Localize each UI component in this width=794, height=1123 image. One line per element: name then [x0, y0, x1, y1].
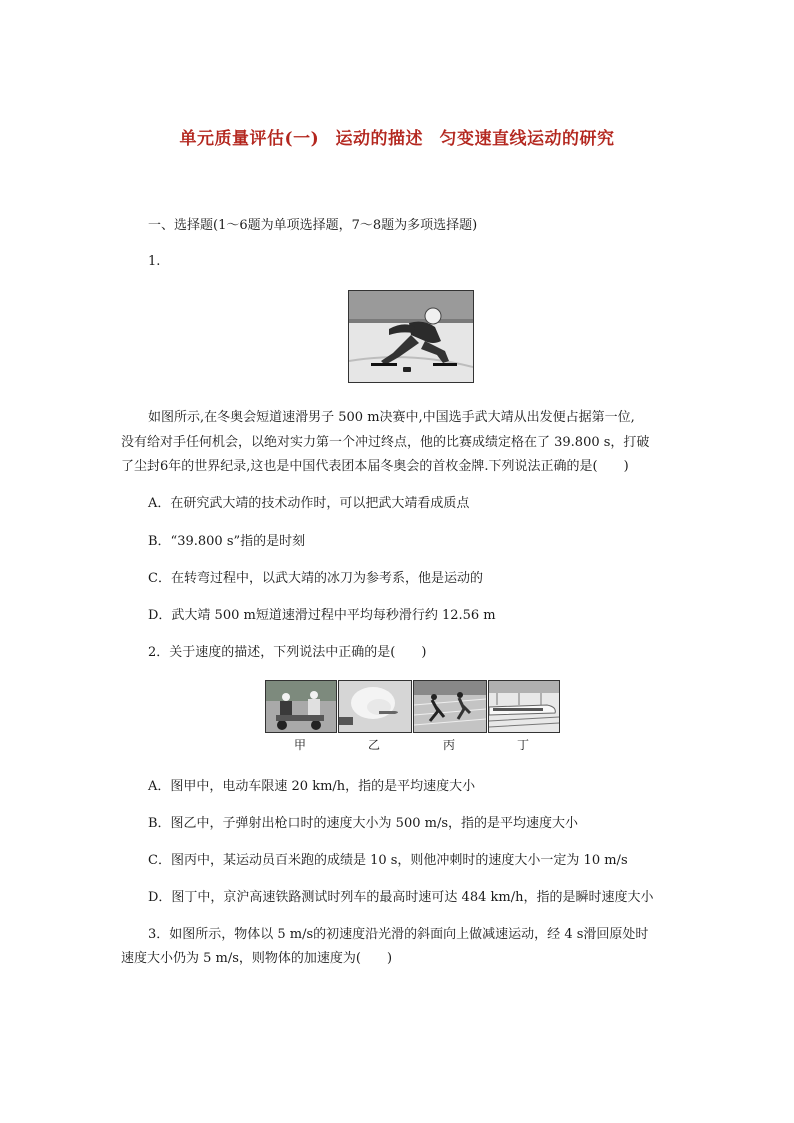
question-1-number: 1. — [148, 254, 161, 269]
question-3-stem-line-1: 3．如图所示，物体以 5 m/s的初速度沿光滑的斜面向上做减速运动，经 4 s滑回原处时 — [148, 927, 649, 942]
question-1-option-d: D．武大靖 500 m短道速滑过程中平均每秒滑行约 12.56 m — [148, 608, 496, 623]
section-heading: 一、选择题(1～6题为单项选择题，7～8题为多项选择题) — [148, 218, 478, 233]
caption-ding: 丁 — [516, 738, 529, 752]
caption-yi: 乙 — [367, 738, 380, 752]
question-2-option-a: A．图甲中，电动车限速 20 km/h，指的是平均速度大小 — [148, 779, 476, 794]
question-2-option-d: D．图丁中，京沪高速铁路测试时列车的最高时速可达 484 km/h，指的是瞬时速度大小 — [148, 890, 654, 905]
speed-skater-photo — [348, 290, 474, 383]
question-1-option-c: C．在转弯过程中，以武大靖的冰刀为参考系，他是运动的 — [148, 571, 483, 586]
page-title: 单元质量评估(一) 运动的描述 匀变速直线运动的研究 — [179, 129, 615, 149]
caption-jia: 甲 — [293, 738, 306, 752]
question-3-stem-line-2: 速度大小仍为 5 m/s，则物体的加速度为( ) — [121, 951, 393, 966]
question-1-stem-line-2: 没有给对手任何机会，以绝对实力第一个冲过终点，他的比赛成绩定格在了 39.800 s，打破 — [121, 435, 650, 450]
question-2-stem: 2．关于速度的描述，下列说法中正确的是( ) — [148, 645, 427, 660]
electric-scooter-photo — [265, 680, 337, 733]
sprinter-photo — [413, 680, 487, 733]
question-1-stem-line-1: 如图所示,在冬奥会短道速滑男子 500 m决赛中,中国选手武大靖从出发便占据第一位, — [148, 410, 635, 425]
question-2-option-c: C．图丙中，某运动员百米跑的成绩是 10 s，则他冲刺时的速度大小一定为 10 m/s — [148, 853, 628, 868]
question-1-option-a: A．在研究武大靖的技术动作时，可以把武大靖看成质点 — [148, 496, 470, 511]
caption-bing: 丙 — [442, 738, 455, 752]
high-speed-train-photo — [488, 680, 560, 733]
question-1-stem-line-3: 了尘封6年的世界纪录,这也是中国代表团本届冬奥会的首枚金牌.下列说法正确的是( ) — [121, 459, 629, 474]
question-1-option-b: B．“39.800 s”指的是时刻 — [148, 534, 306, 549]
question-2-option-b: B．图乙中，子弹射出枪口时的速度大小为 500 m/s，指的是平均速度大小 — [148, 816, 579, 831]
bullet-photo — [338, 680, 412, 733]
